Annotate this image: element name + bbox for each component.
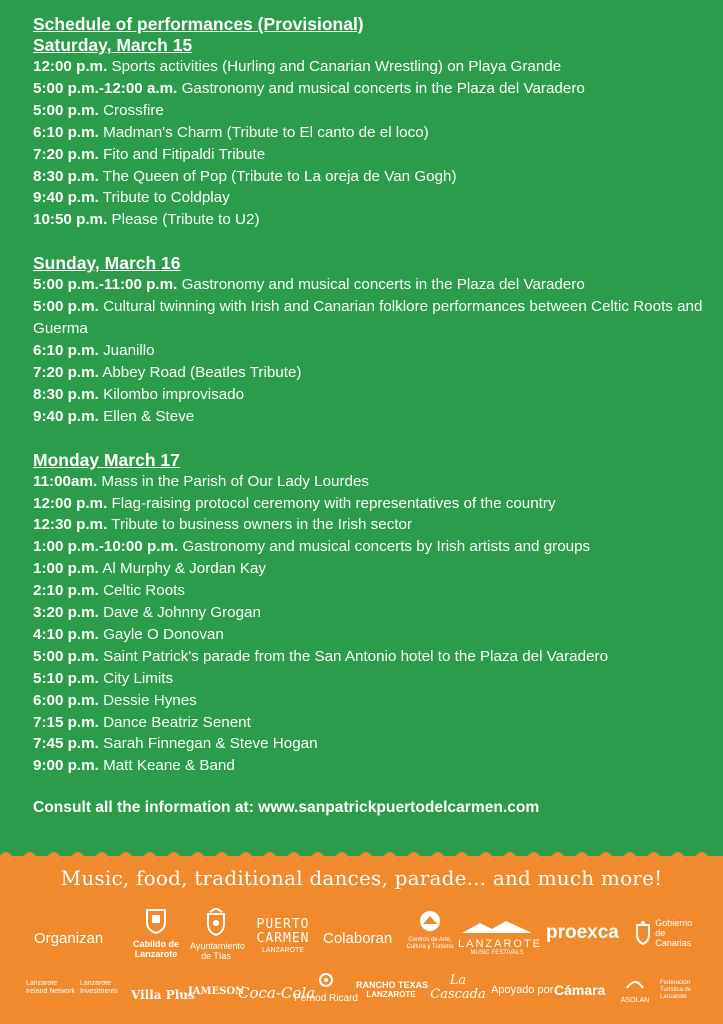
- event-time: 2:10 p.m.: [33, 582, 99, 600]
- event-row: [33, 755, 713, 777]
- event-row: [33, 78, 713, 100]
- event-description: Cultural twinning with Irish and Canarian folklore performances between Celtic Roots and Guerma: [33, 298, 703, 338]
- event-description: Ellen & Steve: [103, 407, 195, 425]
- event-description: Dessie Hynes: [103, 691, 197, 709]
- volcano-icon: [417, 910, 443, 932]
- event-time: 9:00 p.m.: [33, 757, 99, 775]
- pernod-ricard-logo: Pernod Ricard: [294, 972, 358, 1004]
- colaboran-label: Colaboran: [323, 930, 393, 947]
- event-description: Crossfire: [103, 101, 164, 119]
- event-row: [33, 514, 713, 536]
- event-row: [33, 384, 713, 406]
- shield-icon: [145, 908, 167, 934]
- event-description: Sarah Finnegan & Steve Hogan: [103, 735, 318, 753]
- event-time: 5:00 p.m.: [33, 647, 99, 665]
- event-description: Saint Patrick's parade from the San Antonio hotel to the Plaza del Varadero: [103, 647, 609, 665]
- event-row: [33, 712, 713, 734]
- event-time: 9:40 p.m.: [33, 407, 99, 425]
- event-row: [33, 100, 713, 122]
- event-row: [33, 296, 713, 340]
- wave-border: [0, 848, 723, 864]
- event-time: 7:15 p.m.: [33, 713, 99, 731]
- event-time: 8:30 p.m.: [33, 385, 99, 403]
- coat-of-arms-icon: [635, 921, 651, 945]
- event-description: Gastronomy and musical concerts in the Plaza del Varadero: [181, 276, 585, 294]
- event-time: 3:20 p.m.: [33, 604, 99, 622]
- event-time: 8:30 p.m.: [33, 167, 99, 185]
- event-time: 4:10 p.m.: [33, 625, 99, 643]
- star-icon: [318, 972, 334, 988]
- event-time: 7:20 p.m.: [33, 145, 99, 163]
- lanzarote-ireland-logo: Lanzarote Ireland Network: [26, 980, 76, 995]
- event-time: 11:00am.: [33, 472, 98, 490]
- event-list: [33, 56, 713, 231]
- event-description: Tribute to business owners in the Irish sector: [111, 516, 413, 534]
- event-description: Celtic Roots: [103, 582, 185, 600]
- event-description: Juanillo: [103, 341, 155, 359]
- event-row: [33, 471, 713, 493]
- event-description: The Queen of Pop (Tribute to La oreja de Van Gogh): [102, 167, 457, 185]
- coca-cola-logo: Coca-Cola: [238, 984, 316, 1002]
- event-description: Fito and Fitipaldi Tribute: [103, 145, 266, 163]
- event-description: Madman's Charm (Tribute to El canto de el loco): [103, 123, 429, 141]
- event-description: Dance Beatriz Senent: [103, 713, 251, 731]
- camara-logo: Cámara: [554, 982, 606, 998]
- event-row: [33, 646, 713, 668]
- event-time: 5:10 p.m.: [33, 669, 99, 687]
- schedule-title: Schedule of performances (Provisional): [33, 14, 364, 34]
- lanzarote-investments-logo: Lanzarote Investments: [80, 980, 118, 995]
- tagline: Music, food, traditional dances, parade... and much more!: [60, 866, 663, 890]
- event-time: 5:00 p.m.-12:00 a.m.: [33, 79, 178, 97]
- event-description: Flag-raising protocol ceremony with representatives of the country: [111, 494, 556, 512]
- event-time: 1:00 p.m.-10:00 p.m.: [33, 538, 179, 556]
- event-description: Mass in the Parish of Our Lady Lourdes: [101, 472, 370, 490]
- jameson-logo: JAMESON: [188, 986, 245, 997]
- gobierno-logo: Gobierno de Canarias: [634, 918, 694, 948]
- event-row: [33, 362, 713, 384]
- event-row: [33, 274, 713, 296]
- puerto-carmen-logo: PUERTO CARMEN LANZAROTE: [256, 917, 310, 954]
- event-time: 6:10 p.m.: [33, 341, 99, 359]
- event-list: [33, 274, 713, 427]
- lanzarote-music-logo: LANZAROTE MUSIC FESTIVALS: [458, 920, 536, 956]
- day-monday: [33, 450, 713, 778]
- rancho-texas-logo: RANCHO TEXAS LANZAROTE: [356, 980, 429, 999]
- asolan-logo: ASOLAN: [618, 976, 652, 1004]
- organizan-label: Organizan: [34, 930, 104, 947]
- villa-plus-logo: Villa Plus: [131, 988, 195, 1002]
- event-time: 5:00 p.m.: [33, 298, 99, 316]
- event-time: 6:00 p.m.: [33, 691, 99, 709]
- day-heading: Saturday, March 15: [33, 35, 193, 55]
- event-description: Sports activities (Hurling and Canarian Wrestling) on Playa Grande: [111, 58, 562, 75]
- event-description: Please (Tribute to U2): [111, 211, 260, 229]
- event-row: [33, 580, 713, 602]
- event-row: [33, 624, 713, 646]
- apoyado-label: Apoyado por: [491, 984, 554, 996]
- event-description: City Limits: [103, 669, 174, 687]
- day-saturday: [33, 35, 713, 231]
- day-heading: Monday March 17: [33, 449, 180, 470]
- sponsor-row-2: [0, 972, 723, 1018]
- event-time: 5:00 p.m.: [33, 101, 99, 119]
- event-row: [33, 602, 713, 624]
- event-description: Matt Keane & Band: [103, 757, 235, 775]
- event-time: 5:00 p.m.-11:00 p.m.: [33, 276, 178, 294]
- event-list: [33, 471, 713, 778]
- sponsor-row-1: [0, 906, 723, 966]
- federacion-logo: Federación Turística de Lanzarote: [660, 980, 692, 1000]
- event-description: Dave & Johnny Grogan: [103, 604, 261, 622]
- event-description: Abbey Road (Beatles Tribute): [102, 363, 302, 381]
- cabildo-logo: Cabildo de Lanzarote: [126, 908, 186, 959]
- event-row: [33, 493, 713, 515]
- crest-icon: [205, 908, 227, 936]
- proexca-logo: proexca: [546, 922, 619, 943]
- event-time: 12:00 p.m.: [33, 494, 108, 512]
- wave-logo-icon: [625, 976, 645, 992]
- event-row: [33, 122, 713, 144]
- event-description: Gastronomy and musical concerts in the Plaza del Varadero: [181, 79, 585, 97]
- event-time: 10:50 p.m.: [33, 211, 108, 229]
- event-description: Al Murphy & Jordan Kay: [102, 560, 266, 578]
- event-description: Tribute to Coldplay: [102, 189, 230, 207]
- event-description: Gayle O Donovan: [103, 625, 224, 643]
- schedule-content: [33, 14, 713, 835]
- day-heading: Sunday, March 16: [33, 253, 181, 274]
- ayuntamiento-logo: Ayuntamiento de Tías: [190, 908, 242, 961]
- event-row: [33, 733, 713, 755]
- event-time: 12:30 p.m.: [33, 516, 108, 534]
- event-time: 9:40 p.m.: [33, 189, 99, 207]
- event-row: [33, 144, 713, 166]
- event-time: 7:45 p.m.: [33, 735, 99, 753]
- mountain-icon: [462, 921, 532, 933]
- event-row: [33, 558, 713, 580]
- event-time: 12:00 p.m.: [33, 58, 108, 75]
- event-time: 7:20 p.m.: [33, 363, 99, 381]
- event-row: [33, 690, 713, 712]
- event-row: [33, 209, 713, 231]
- event-row: [33, 187, 713, 209]
- day-sunday: [33, 253, 713, 427]
- event-description: Gastronomy and musical concerts by Irish artists and groups: [182, 538, 591, 556]
- event-time: 1:00 p.m.: [33, 560, 99, 578]
- event-row: [33, 536, 713, 558]
- event-time: 6:10 p.m.: [33, 123, 99, 141]
- event-row: [33, 56, 713, 78]
- centros-arte-logo: Centros de Arte, Cultura y Turismo: [404, 910, 456, 951]
- event-row: [33, 668, 713, 690]
- event-row: [33, 406, 713, 428]
- event-description: Kilombo improvisado: [103, 385, 245, 403]
- event-row: [33, 340, 713, 362]
- la-cascada-logo: La Cascada: [430, 973, 486, 1002]
- consult-info: Consult all the information at: www.sanpatrickpuertodelcarmen.com: [33, 799, 540, 817]
- event-row: [33, 166, 713, 188]
